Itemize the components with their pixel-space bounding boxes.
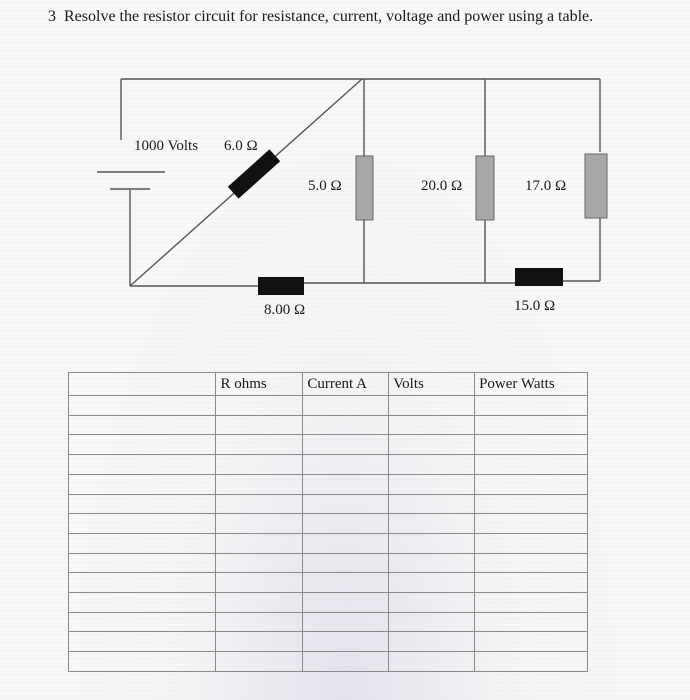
table-row xyxy=(69,415,588,435)
table-cell[interactable] xyxy=(389,396,475,416)
table-cell[interactable] xyxy=(303,593,389,613)
table-cell[interactable] xyxy=(69,415,216,435)
header-cell-current: Current A xyxy=(303,373,389,396)
resistor-5-ohm xyxy=(356,156,373,220)
table-cell[interactable] xyxy=(389,553,475,573)
table-body xyxy=(69,396,588,672)
resistor-17-ohm xyxy=(585,154,607,218)
table-cell[interactable] xyxy=(216,474,303,494)
table-cell[interactable] xyxy=(69,455,216,475)
table-cell[interactable] xyxy=(475,474,588,494)
table-cell[interactable] xyxy=(303,533,389,553)
table-cell[interactable] xyxy=(475,533,588,553)
table-row xyxy=(69,396,588,416)
table-cell[interactable] xyxy=(69,396,216,416)
table-cell[interactable] xyxy=(216,514,303,534)
table-header-row xyxy=(69,373,588,396)
table-cell[interactable] xyxy=(69,593,216,613)
table-cell[interactable] xyxy=(69,474,216,494)
resistor-5-ohm-label: 5.0 Ω xyxy=(308,178,342,194)
header-cell-resistance: R ohms xyxy=(216,373,303,396)
header-cell-volts: Volts xyxy=(389,373,475,396)
table-row xyxy=(69,494,588,514)
table-cell[interactable] xyxy=(389,474,475,494)
table-cell[interactable] xyxy=(216,632,303,652)
table-cell[interactable] xyxy=(475,593,588,613)
question-number: 3 xyxy=(48,8,56,25)
resistor-15-ohm xyxy=(515,268,563,286)
table-cell[interactable] xyxy=(475,612,588,632)
table-cell[interactable] xyxy=(216,494,303,514)
table-row xyxy=(69,632,588,652)
table-cell[interactable] xyxy=(216,573,303,593)
table-cell[interactable] xyxy=(475,652,588,672)
table-row xyxy=(69,593,588,613)
table-cell[interactable] xyxy=(216,593,303,613)
table-row xyxy=(69,474,588,494)
resistor-6-ohm xyxy=(228,149,280,198)
table-cell[interactable] xyxy=(475,396,588,416)
table-cell[interactable] xyxy=(303,573,389,593)
table-cell[interactable] xyxy=(303,415,389,435)
table-cell[interactable] xyxy=(69,553,216,573)
table-cell[interactable] xyxy=(216,455,303,475)
table-cell[interactable] xyxy=(69,652,216,672)
table-cell[interactable] xyxy=(303,652,389,672)
resistor-8-ohm xyxy=(258,277,304,295)
table-cell[interactable] xyxy=(303,553,389,573)
table-cell[interactable] xyxy=(303,632,389,652)
resistor-15-ohm-label: 15.0 Ω xyxy=(514,298,556,314)
table-cell[interactable] xyxy=(69,514,216,534)
table-cell[interactable] xyxy=(389,455,475,475)
table-cell[interactable] xyxy=(389,652,475,672)
header-cell-label xyxy=(69,373,216,396)
table-cell[interactable] xyxy=(216,652,303,672)
table-cell[interactable] xyxy=(389,632,475,652)
table-row xyxy=(69,435,588,455)
table-cell[interactable] xyxy=(389,593,475,613)
table-cell[interactable] xyxy=(475,494,588,514)
table-cell[interactable] xyxy=(389,612,475,632)
resistor-17-ohm-label: 17.0 Ω xyxy=(525,178,567,194)
table-row xyxy=(69,455,588,475)
resistor-20-ohm xyxy=(476,156,494,220)
table-cell[interactable] xyxy=(69,632,216,652)
table-row xyxy=(69,652,588,672)
table-cell[interactable] xyxy=(69,435,216,455)
table-cell[interactable] xyxy=(389,573,475,593)
table-cell[interactable] xyxy=(216,396,303,416)
table-cell[interactable] xyxy=(216,612,303,632)
table-cell[interactable] xyxy=(475,632,588,652)
table-cell[interactable] xyxy=(475,455,588,475)
table-cell[interactable] xyxy=(216,553,303,573)
header-cell-power: Power Watts xyxy=(475,373,588,396)
table-cell[interactable] xyxy=(389,415,475,435)
resistor-6-ohm-label: 6.0 Ω xyxy=(224,138,258,154)
table-cell[interactable] xyxy=(475,553,588,573)
resistor-20-ohm-label: 20.0 Ω xyxy=(421,178,463,194)
question-text: Resolve the resistor circuit for resistance, current, voltage and power using a table. xyxy=(64,8,594,25)
table-cell[interactable] xyxy=(303,455,389,475)
table-cell[interactable] xyxy=(303,474,389,494)
answer-table-container xyxy=(68,372,588,672)
table-cell[interactable] xyxy=(389,494,475,514)
table-cell[interactable] xyxy=(475,435,588,455)
table-cell[interactable] xyxy=(303,514,389,534)
table-cell[interactable] xyxy=(216,435,303,455)
table-cell[interactable] xyxy=(69,573,216,593)
table-cell[interactable] xyxy=(303,494,389,514)
table-cell[interactable] xyxy=(216,415,303,435)
table-cell[interactable] xyxy=(69,612,216,632)
table-cell[interactable] xyxy=(303,435,389,455)
resistor-8-ohm-label: 8.00 Ω xyxy=(264,302,306,318)
table-row xyxy=(69,533,588,553)
table-cell[interactable] xyxy=(69,533,216,553)
table-row xyxy=(69,573,588,593)
table-cell[interactable] xyxy=(475,415,588,435)
table-cell[interactable] xyxy=(303,396,389,416)
table-cell[interactable] xyxy=(216,533,303,553)
table-cell[interactable] xyxy=(475,514,588,534)
table-cell[interactable] xyxy=(303,612,389,632)
table-cell[interactable] xyxy=(475,573,588,593)
table-row xyxy=(69,553,588,573)
table-cell[interactable] xyxy=(389,435,475,455)
table-cell[interactable] xyxy=(389,533,475,553)
table-row xyxy=(69,514,588,534)
answer-table xyxy=(68,372,588,672)
table-cell[interactable] xyxy=(69,494,216,514)
table-row xyxy=(69,612,588,632)
circuit-diagram xyxy=(0,0,690,340)
table-cell[interactable] xyxy=(389,514,475,534)
source-voltage-label: 1000 Volts xyxy=(134,138,199,154)
